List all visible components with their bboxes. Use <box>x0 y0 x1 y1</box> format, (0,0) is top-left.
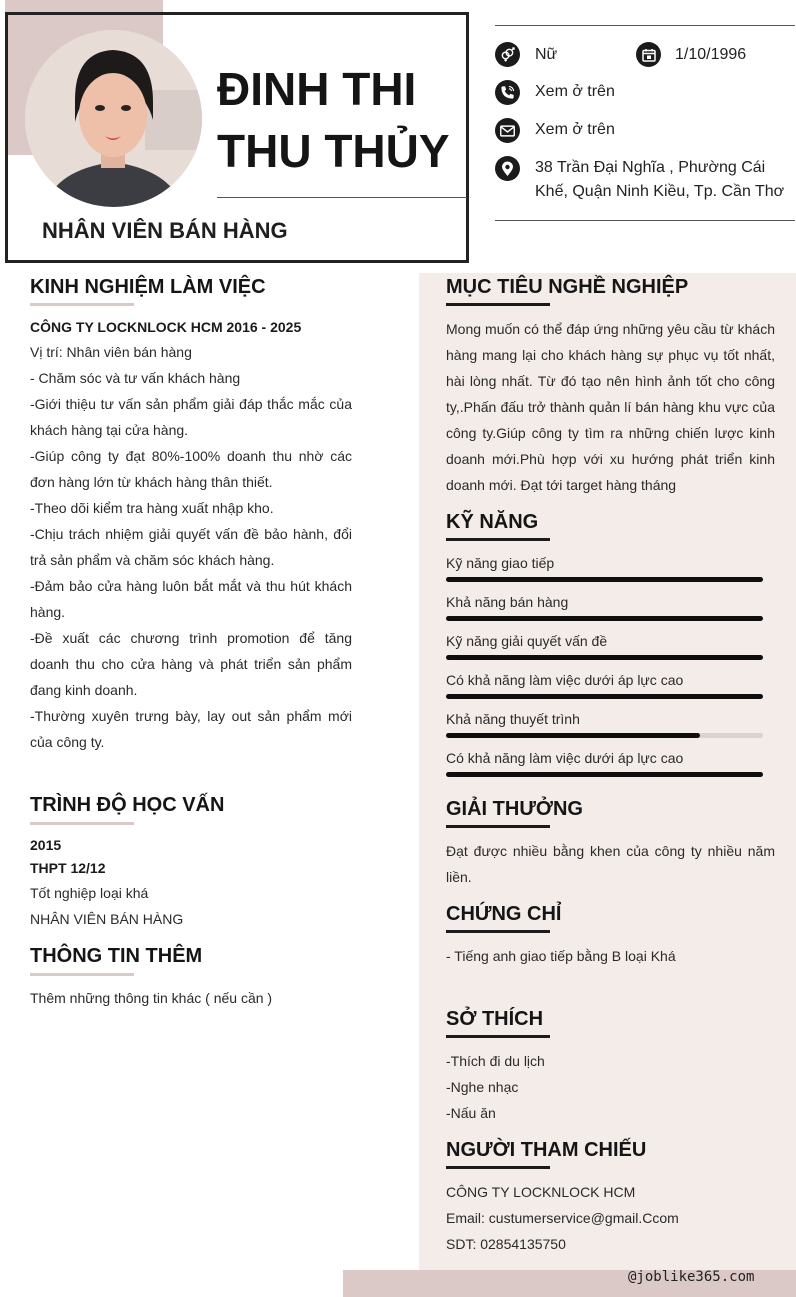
contact-divider-top <box>495 25 795 26</box>
objective-title-underline <box>446 303 550 306</box>
awards-title: GIẢI THƯỞNG <box>446 798 583 820</box>
awards-text: Đạt được nhiều bằng khen của công ty nhiều năm liền. <box>446 843 775 885</box>
objective-title: MỤC TIÊU NGHỀ NGHIỆP <box>446 276 689 298</box>
skill-label: Khả năng thuyết trình <box>446 711 580 727</box>
hobbies-title: SỞ THÍCH <box>446 1008 544 1030</box>
skills-title-underline <box>446 538 550 541</box>
gender-value: Nữ <box>535 46 558 63</box>
email-icon <box>495 118 520 143</box>
job-title: NHÂN VIÊN BÁN HÀNG <box>42 218 288 243</box>
phone-icon <box>495 80 520 105</box>
contact-divider-bottom <box>495 220 795 221</box>
profile-photo <box>25 30 202 207</box>
objective-text: Mong muốn có thể đáp ứng những yêu cầu từ khách hàng mang lại cho khách hàng sự phục vụ tốt nhất, hài lòng nhất. Từ đó tạo nên hình ảnh tốt cho công ty,.Phấn đấu trở thành quản lí bán hàng khu vực của công ty.Giúp công ty tìm ra những chiến lược kinh doanh mới.Phù hợp với xu hướng phát triển kinh doanh mới. Đạt tới target hàng tháng <box>446 321 775 493</box>
experience-duties: - Chăm sóc và tư vấn khách hàng -Giới thiệu tư vấn sản phẩm giải đáp thắc mắc của khách hàng tại cửa hàng. -Giúp công ty đạt 80%-100% doanh thu nhờ các đơn hàng lớn từ khách hàng thân thiết. -Theo dõi kiểm tra hàng xuất nhập kho. -Chịu trách nhiệm giải quyết vấn đề bảo hành, đổi trả sản phẩm và chăm sóc khách hàng. -Đảm bảo cửa hàng luôn bắt mắt và thu hút khách hàng. -Đề xuất các chương trình promotion để tăng doanh thu cho cửa hàng và phát triển sản phẩm đang kinh doanh. -Thường xuyên trưng bày, lay out sản phẩm mới của công ty. <box>30 370 352 750</box>
education-title: TRÌNH ĐỘ HỌC VẤN <box>30 794 225 816</box>
address-line-2: Khế, Quận Ninh Kiều, Tp. Cần Thơ <box>535 183 785 200</box>
name-line-1: ĐINH THI <box>217 63 417 115</box>
hobby-item: -Nấu ăn <box>446 1105 496 1121</box>
certificates-title-underline <box>446 930 550 933</box>
awards-title-underline <box>446 825 550 828</box>
education-note: NHÂN VIÊN BÁN HÀNG <box>30 911 184 927</box>
skill-label: Có khả năng làm việc dưới áp lực cao <box>446 672 684 688</box>
skill-label: Khả năng bán hàng <box>446 594 569 610</box>
certificates-text: - Tiếng anh giao tiếp bằng B loại Khá <box>446 948 676 964</box>
skill-label: Kỹ năng giải quyết vấn đề <box>446 633 608 649</box>
experience-position: Vị trí: Nhân viên bán hàng <box>30 344 192 360</box>
skill-level-fill <box>446 616 763 621</box>
hobby-item: -Thích đi du lịch <box>446 1053 545 1069</box>
experience-title-underline <box>30 303 134 306</box>
hobbies-title-underline <box>446 1035 550 1038</box>
references-title-underline <box>446 1166 550 1169</box>
skill-level-bar <box>446 577 763 582</box>
experience-title: KINH NGHIỆM LÀM VIỆC <box>30 276 266 298</box>
candidate-name <box>217 58 467 182</box>
references-title: NGƯỜI THAM CHIẾU <box>446 1139 647 1161</box>
name-divider <box>217 197 467 198</box>
skill-level-bar <box>446 772 763 777</box>
skill-level-bar <box>446 655 763 660</box>
gender-icon <box>495 42 520 67</box>
skill-level-fill <box>446 577 763 582</box>
reference-company: CÔNG TY LOCKNLOCK HCM <box>446 1184 636 1200</box>
skill-level-fill <box>446 655 763 660</box>
phone-value: Xem ở trên <box>535 83 615 100</box>
skill-label: Kỹ năng giao tiếp <box>446 555 555 571</box>
education-result: Tốt nghiệp loại khá <box>30 885 149 901</box>
skill-label: Có khả năng làm việc dưới áp lực cao <box>446 750 684 766</box>
watermark: @joblike365.com <box>628 1269 755 1285</box>
email-value: Xem ở trên <box>535 121 615 138</box>
certificates-title: CHỨNG CHỈ <box>446 903 562 925</box>
skill-level-fill <box>446 694 763 699</box>
name-line-2: THU THỦY <box>217 125 450 177</box>
skills-title: KỸ NĂNG <box>446 511 539 533</box>
extra-title-underline <box>30 973 134 976</box>
calendar-icon <box>636 42 661 67</box>
skill-level-bar <box>446 694 763 699</box>
extra-text: Thêm những thông tin khác ( nếu cần ) <box>30 990 273 1006</box>
reference-phone: SDT: 02854135750 <box>446 1236 566 1252</box>
skill-level-bar <box>446 733 763 738</box>
skill-level-fill <box>446 733 700 738</box>
education-title-underline <box>30 822 134 825</box>
skill-level-fill <box>446 772 763 777</box>
experience-company: CÔNG TY LOCKNLOCK HCM 2016 - 2025 <box>30 319 302 335</box>
reference-email: Email: custumerservice@gmail.Ccom <box>446 1210 679 1226</box>
birthday-value: 1/10/1996 <box>675 46 747 63</box>
hobby-item: -Nghe nhạc <box>446 1079 519 1095</box>
profile-photo-illustration <box>25 30 202 207</box>
location-icon <box>495 156 520 181</box>
skill-level-bar <box>446 616 763 621</box>
education-school: THPT 12/12 <box>30 860 106 876</box>
education-year: 2015 <box>30 837 62 853</box>
extra-title: THÔNG TIN THÊM <box>30 945 203 967</box>
address-line-1: 38 Trần Đại Nghĩa , Phường Cái <box>535 159 766 176</box>
